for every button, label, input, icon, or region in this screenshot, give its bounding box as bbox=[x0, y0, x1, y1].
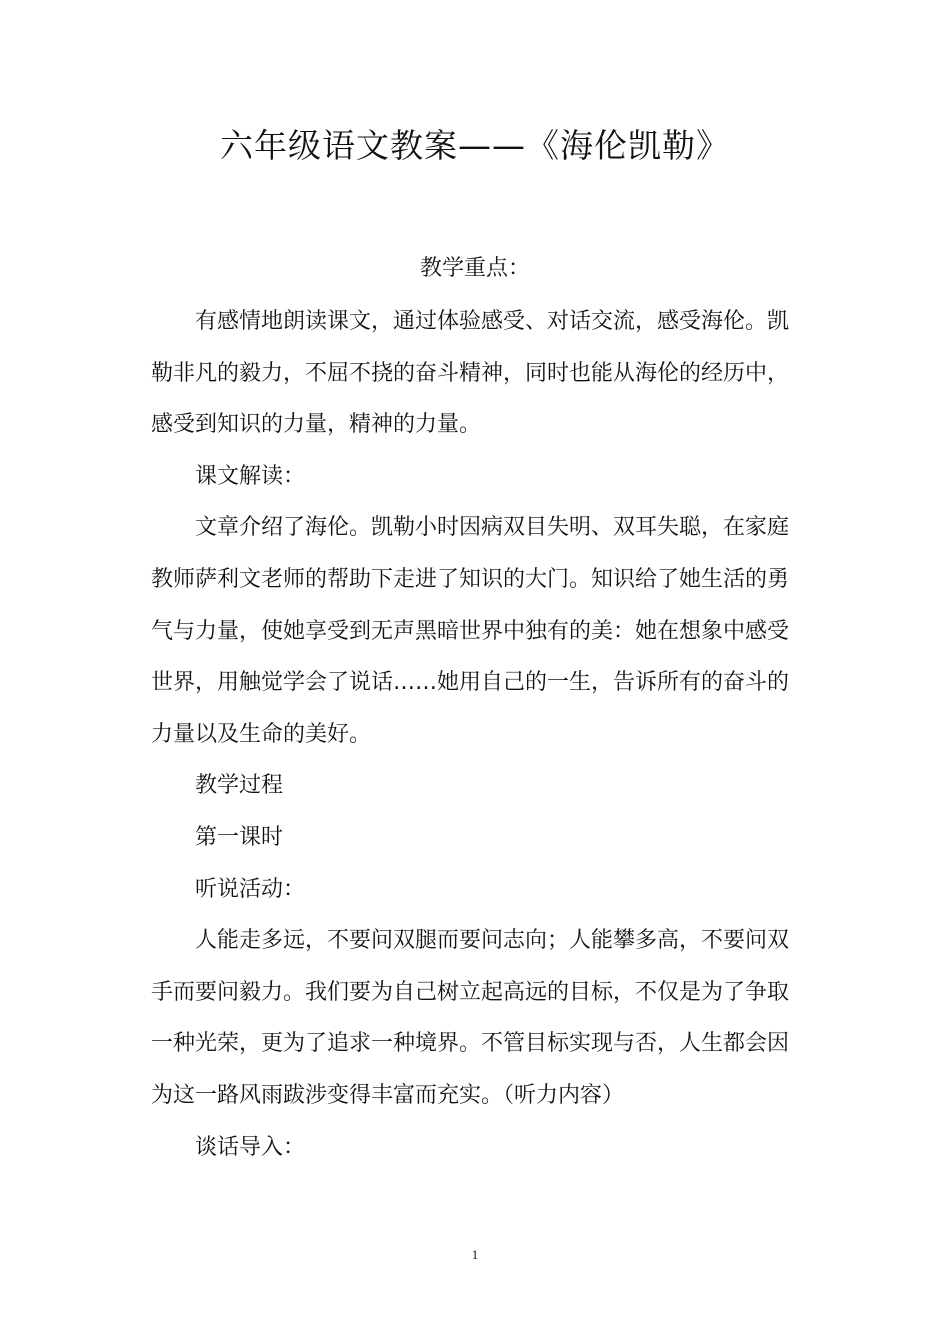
heading-conversation-intro: 谈话导入： bbox=[195, 1134, 306, 1160]
document-title: 六年级语文教案——《海伦凯勒》 bbox=[220, 126, 730, 165]
section-heading-teaching-focus: 教学重点： bbox=[419, 256, 530, 281]
heading-text-interpretation: 课文解读： bbox=[195, 463, 306, 489]
page-number: 1 bbox=[471, 1247, 479, 1262]
paragraph-interpretation-text: 文章介绍了海伦。凯勒小时因病双目失明、双耳失聪，在家庭教师萨利文老师的帮助下走进了知识的大门。知识给了她生活的勇气与力量，使她享受到无声黑暗世界中独有的美：她在想象中感受世界，用触觉学会了说话……她用自己的一生，告诉所有的奋斗的力量以及生命的美好。 bbox=[151, 515, 790, 747]
heading-listening-activity: 听说活动： bbox=[195, 876, 306, 902]
document-body bbox=[151, 296, 803, 1173]
paragraph-focus-text: 有感情地朗读课文，通过体验感受、对话交流，感受海伦。凯勒非凡的毅力，不屈不挠的奋斗精神，同时也能从海伦的经历中，感受到知识的力量，精神的力量。 bbox=[151, 309, 790, 438]
heading-teaching-process: 教学过程 bbox=[195, 773, 284, 799]
heading-first-lesson: 第一课时 bbox=[195, 824, 284, 850]
paragraph-listening-text: 人能走多远，不要问双腿而要问志向；人能攀多高，不要问双手而要问毅力。我们要为自己树立起高远的目标，不仅是为了争取一种光荣，更为了追求一种境界。不管目标实现与否，人生都会因为这一路风雨跋涉变得丰富而充实。（听力内容） bbox=[151, 928, 790, 1108]
